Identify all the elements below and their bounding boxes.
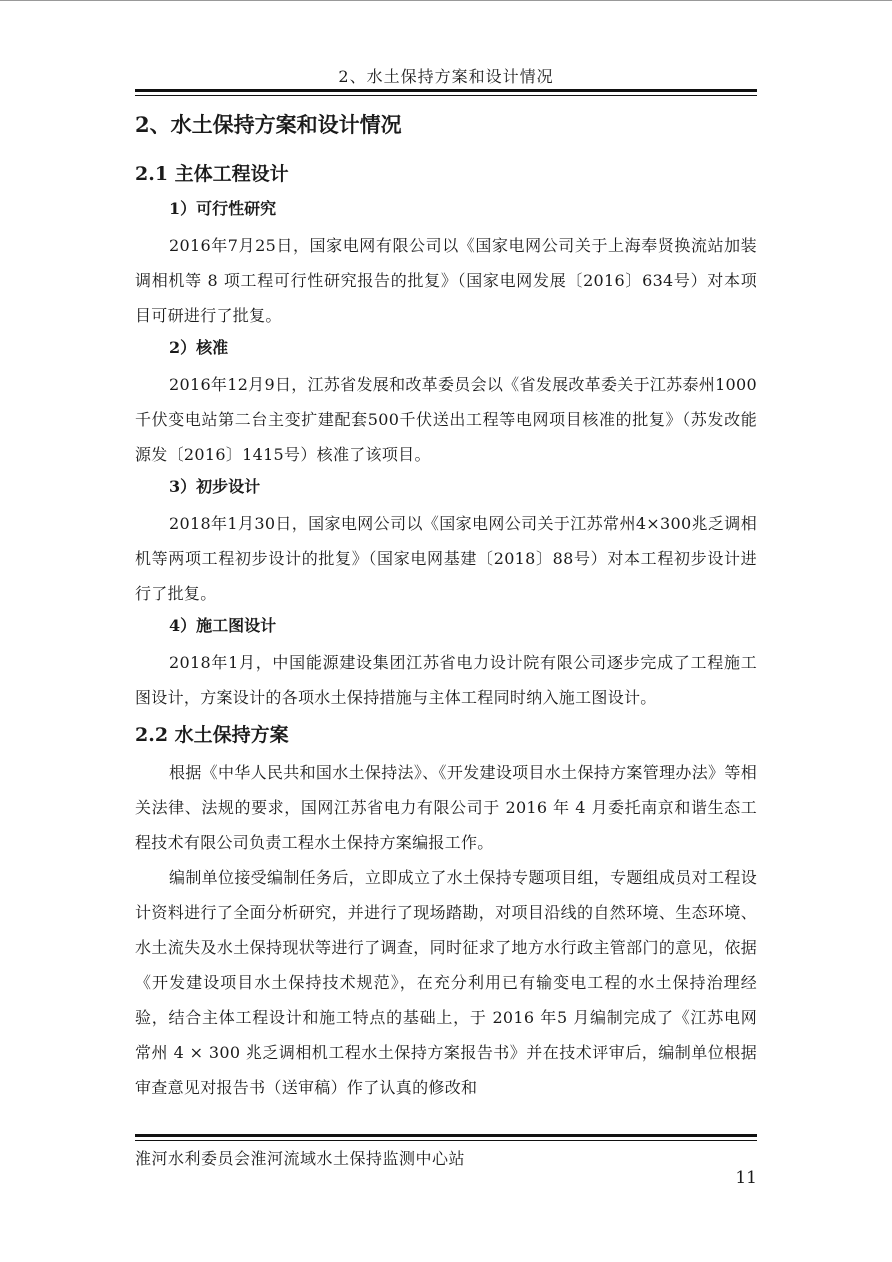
item-title-construction-drawing: 4）施工图设计 bbox=[169, 616, 277, 635]
item-text-preliminary-design: 2018年1月30日，国家电网公司以《国家电网公司关于江苏常州4×300兆乏调相机等两项工程初步设计的批复》（国家电网基建〔2018〕88号）对本工程初步设计进行了批复。 bbox=[135, 514, 757, 603]
subsection-title-2-2: 2.2 水土保持方案 bbox=[135, 724, 289, 746]
item-text-feasibility: 2016年7月25日，国家电网有限公司以《国家电网公司关于上海奉贤换流站加装调相机等 8 项工程可行性研究报告的批复》（国家电网发展〔2016〕634号）对本项目可研进行了批复。 bbox=[135, 236, 757, 325]
page-body bbox=[135, 108, 757, 1105]
item-title-approval: 2）核准 bbox=[169, 338, 229, 357]
section-title: 2、水土保持方案和设计情况 bbox=[135, 112, 402, 137]
footer-organization: 淮河水利委员会淮河流域水土保持监测中心站 bbox=[135, 1149, 466, 1168]
item-text-approval: 2016年12月9日，江苏省发展和改革委员会以《省发展改革委关于江苏泰州1000千伏变电站第二台主变扩建配套500千伏送出工程等电网项目核准的批复》（苏发改能源发〔2016〕1415号）核准了该项目。 bbox=[135, 375, 757, 464]
header-rule-thick bbox=[135, 89, 757, 92]
item-title-feasibility: 1）可行性研究 bbox=[169, 199, 277, 218]
item-text-construction-drawing: 2018年1月，中国能源建设集团江苏省电力设计院有限公司逐步完成了工程施工图设计，方案设计的各项水土保持措施与主体工程同时纳入施工图设计。 bbox=[135, 653, 757, 707]
footer-rule-thick bbox=[135, 1134, 757, 1137]
page-number: 11 bbox=[735, 1168, 757, 1188]
header-rule-thin bbox=[135, 95, 757, 96]
page-top-border bbox=[0, 0, 892, 1]
footer-rule-thin bbox=[135, 1140, 757, 1141]
running-header: 2、水土保持方案和设计情况 bbox=[338, 67, 554, 86]
paragraph-plan-preparation: 编制单位接受编制任务后，立即成立了水土保持专题项目组，专题组成员对工程设计资料进行了全面分析研究，并进行了现场踏勘，对项目沿线的自然环境、生态环境、水土流失及水土保持现状等进行了调查，同时征求了地方水行政主管部门的意见，依据《开发建设项目水土保持技术规范》，在充分利用已有输变电工程的水土保持治理经验，结合主体工程设计和施工特点的基础上，于 2016 年5 月编制完成了《江苏电网常州 4 × 300 兆乏调相机工程水土保持方案报告书》并在技术评审后，编制单位根据审查意见对报告书（送审稿）作了认真的修改和 bbox=[135, 868, 757, 1097]
paragraph-plan-commission: 根据《中华人民共和国水土保持法》、《开发建设项目水土保持方案管理办法》等相关法律、法规的要求，国网江苏省电力有限公司于 2016 年 4 月委托南京和谐生态工程技术有限公司负责工程水土保持方案编报工作。 bbox=[135, 763, 757, 852]
item-title-preliminary-design: 3）初步设计 bbox=[169, 477, 261, 496]
subsection-title-2-1: 2.1 主体工程设计 bbox=[135, 163, 289, 185]
